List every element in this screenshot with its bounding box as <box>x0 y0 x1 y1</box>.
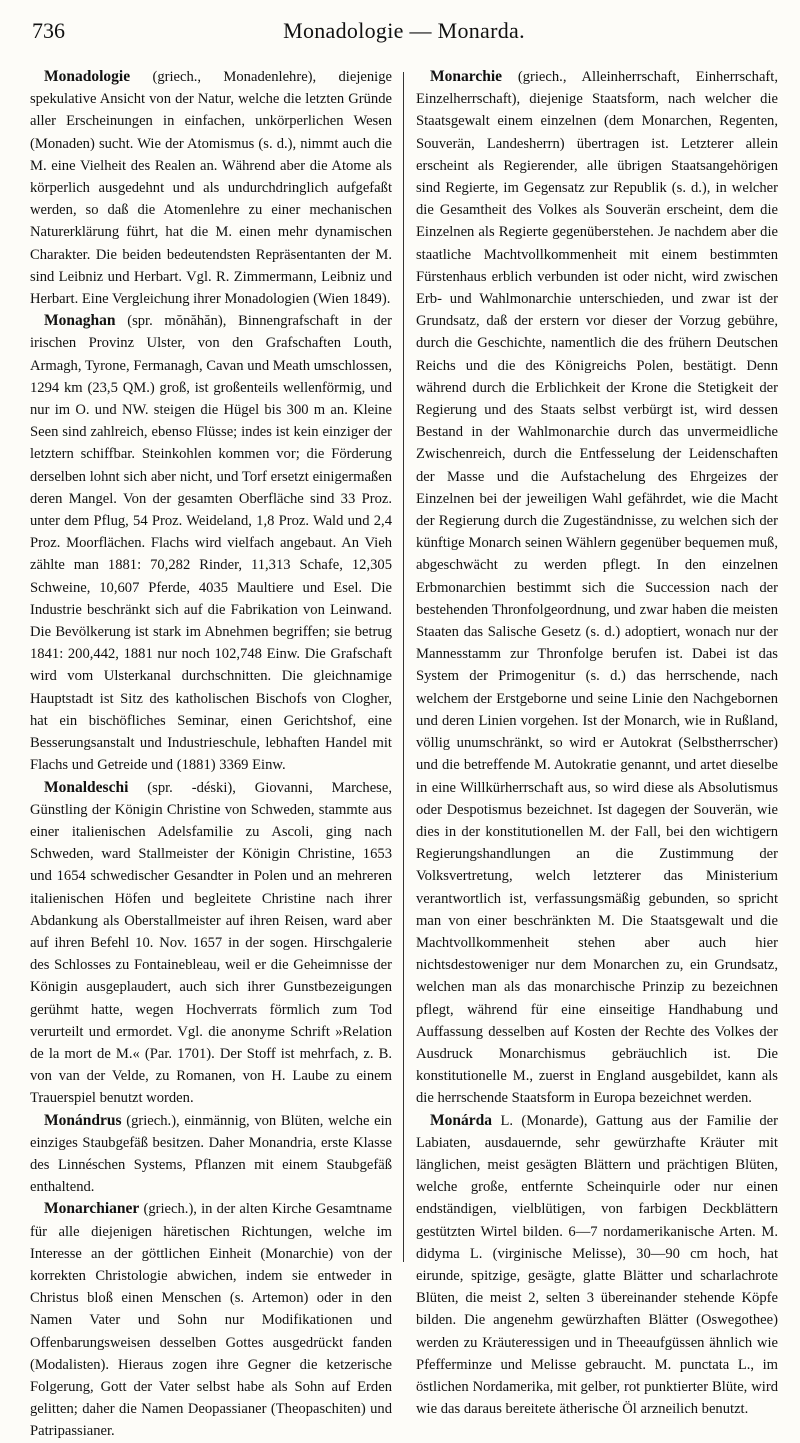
entry-headword: Monaldeschi <box>44 778 129 796</box>
dictionary-page <box>28 0 788 1440</box>
entry-monarchianer <box>30 1198 392 1442</box>
entry-headword: Monaghan <box>44 312 116 330</box>
entry-text: (spr. mŏnăhăn), Binnengrafschaft in der irischen Provinz Ulster, von den Grafschaften Louth, Armagh, Tyrone, Fermanagh, Cavan und Meath umschlossen, 1294 km (23,5 QM.) groß, ist großenteils wellenförmig, und nur im O. und NW. steigen die Hügel bis 300 m an. Kleine Seen sind zahlreich, ebenso Flüsse; indes ist kein einziger der letztern schiffbar. Steinkohlen kommen vor; die Förderung derselben lohnt sich aber nicht, und Torf ersetzt einigermaßen deren Mangel. Von der gesamten Oberfläche sind 33 Proz. unter dem Pflug, 54 Proz. Weideland, 1,8 Proz. Wald und 2,4 Proz. Moorflächen. Flachs wird vielfach angebaut. An Vieh zählte man 1881: 70,282 Rinder, 11,313 Schafe, 12,305 Schweine, 10,607 Pferde, 4035 Maultiere und Esel. Die Industrie beschränkt sich auf die Fabrikation von Leinwand. Die Bevölkerung ist stark im Abnehmen begriffen; sie betrug 1841: 200,442, 1881 nur noch 102,748 Einw. Die Grafschaft wird vom Ulsterkanal durchschnitten. Die gleichnamige Hauptstadt ist Sitz des katholischen Bischofs von Clogher, hat ein bischöfliches Seminar, einen Gerichtshof, eine Besserungsanstalt und Industrieschule, lebhaften Handel mit Flachs und Getreide und (1881) 3369 Einw. <box>30 313 392 774</box>
right-column <box>416 66 778 1420</box>
entry-text: (spr. -déski), Giovanni, Marchese, Günstling der Königin Christine von Schweden, stammte aus einer italienischen Adelsfamilie zu Ascoli, ging nach Schweden, ward Stallmeister der Königin Christine, 1653 und 1654 schwedischer Gesandter in Polen und an mehreren italienischen Höfen und begleitete Christine nach ihrer Abdankung als Oberstallmeister auf ihren Reisen, ward aber auf ihren Befehl 10. Nov. 1657 in der sogen. Hirschgalerie des Schlosses zu Fontainebleau, weil er die Geheimnisse der Königin ausgeplaudert, auch sich ihrer Gunstbezeigungen gerühmt hatte, wegen Hochverrats förmlich zum Tod verurteilt und ermordet. Vgl. die anonyme Schrift »Relation de la mort de M.« (Par. 1701). Der Stoff ist mehrfach, z. B. von van der Velde, zu Romanen, von H. Laube zu einem Trauerspiel benutzt worden. <box>30 779 392 1107</box>
entry-monarda <box>416 1110 778 1421</box>
entry-text: (griech.), in der alten Kirche Gesamtname für alle diejenigen häretischen Richtungen, welche im Interesse an der göttlichen Einheit (Monarchie) von der korrekten Christologie abwichen, indem sie entweder in Christus bloß einen Menschen (s. Artemon) oder in den Namen Vater und Sohn nur Modifikationen und Offenbarungsweisen desselben Gottes ausgedrückt fanden (Modalisten). Hieraus zogen ihre Gegner die ketzerische Folgerung, Gott der Vater selbst habe als Sohn auf Erden gelitten; daher die Namen Deopassianer (Theopaschiten) und Patripassianer. <box>30 1201 392 1440</box>
entry-text: (griech., Alleinherrschaft, Einherrschaft, Einzelherrschaft), diejenige Staatsform, nach welcher die Staatsgewalt einem einzelnen (dem Monarchen, Regenten, Souverän, Landesherrn) übertragen ist. Letzterer allein erscheint als Regierender, alle übrigen Staatsangehörigen sind Regierte, im Gegensatz zur Republik (s. d.), in welcher die Gesamtheit des Volkes als Souverän erscheint, dem die Einzelnen als Regierte gegenüberstehen. Je nachdem aber die staatliche Machtvollkommenheit mit einem bestimmten Fürstenhaus erblich verbunden ist oder nicht, wird zwischen Erb- und Wahlmonarchie unterschieden, und zwar ist der Grundsatz, daß der erstern vor dieser der Vorzug gebühre, durch die Geschichte, namentlich die des frühern Deutschen Reichs und die des Königreichs Polen, bestätigt. Denn während durch die Erblichkeit der Krone die Stetigkeit der Regierung und des Staats selbst verbürgt ist, wird dessen Bestand in der Wahlmonarchie durch das unvermeidliche Zwischenreich, durch die Entfesselung der Leidenschaften der Masse und die Aufstachelung des Ehrgeizes der Einzelnen bei der jeweiligen Wahl gefährdet, wie die Macht der Regierung durch die Zugeständnisse, zu welchen sich der künftige Monarch seinen Wählern gegenüber bequemen muß, abgeschwächt zu werden pflegt. In den einzelnen Erbmonarchien bestimmt sich die Succession nach der bestehenden Thronfolgeordnung, und zwar haben die meisten Staaten das Salische Gesetz (s. d.) adoptiert, wonach nur der Mannesstamm zur Thronfolge berufen ist. Dabei ist das System der Primogenitur (s. d.) das herrschende, nach welchem der Erstgeborne und seine Linie den Nachgebornen und deren Linien vorgehen. Ist der Monarch, wie in Rußland, völlig unumschränkt, so wird er Autokrat (Selbstherrscher) und die betreffende M. Autokratie genannt, und artet dieselbe in eine Willkürherrschaft aus, so wird diese als Absolutismus oder Despotismus bezeichnet. Ist dagegen der Souverän, wie dies in der konstitutionellen M. der Fall, bei den wichtigern Regierungshandlungen an die Zustimmung der Volksvertretung, welch letzterer das Ministerium verantwortlich ist, verfassungsmäßig gebunden, so spricht man von einer beschränkten M. Die Staatsgewalt und die Machtvollkommenheit stehen aber auch hier nichtsdestoweniger nur dem Monarchen zu, ein Grundsatz, welchen man als das monarchische Prinzip zu bezeichnen pflegt, während für eine einseitige Handhabung und Auffassung desselben auf Kosten der Rechte des Volkes der Ausdruck Monarchismus gebräuchlich ist. Die konstitutionelle M., zuerst in England ausgebildet, kann als die herrschende Staatsform in Europa bezeichnet werden. <box>416 69 778 1107</box>
entry-monarchie <box>416 66 778 1110</box>
left-column <box>30 66 392 1443</box>
entry-headword: Monarchianer <box>44 1200 140 1218</box>
entry-monandrus <box>30 1110 392 1199</box>
entry-headword: Monándrus <box>44 1111 122 1129</box>
entry-text: (griech., Monadenlehre), diejenige spekulative Ansicht von der Natur, welche die letzten Gründe aller Erscheinungen in einfachen, unkörperlichen Wesen (Monaden) sucht. Wie der Atomismus (s. d.), nimmt auch die M. eine Vielheit des Realen an. Während aber die Atome als körperlich ausgedehnt und als undurchdringlich aufgefaßt werden, so daß die Atomenlehre zu einer mechanischen Naturerklärung führt, hat die M. einen mehr dynamischen Charakter. Die beiden bedeutendsten Repräsentanten der M. sind Leibniz und Herbart. Vgl. R. Zimmermann, Leibniz und Herbart. Eine Vergleichung ihrer Monadologien (Wien 1849). <box>30 69 392 308</box>
entry-monaldeschi <box>30 777 392 1110</box>
column-divider <box>403 72 404 1262</box>
entry-monaghan <box>30 310 392 776</box>
entry-text: L. (Monarde), Gattung aus der Familie der Labiaten, ausdauernde, sehr gewürzhafte Kräuter mit länglichen, meist gesägten Blättern und prächtigen Blüten, welche große, entfernte Scheinquirle oder nur einen endständigen, vielblütigen, von farbigen Deckblättern gestützten Wirtel bilden. 6—7 nordamerikanische Arten. M. didyma L. (virginische Melisse), 30—90 cm hoch, hat eirunde, spitzige, gesägte, glatte Blätter und scharlachrote Blüten, die meist 2, selten 3 übereinander stehende Köpfe bilden. Die angenehm gewürzhaften Blätter (Oswegothee) werden zu Kräuteressigen und in Theeaufgüssen ähnlich wie Pfefferminze und Melisse gebraucht. M. punctata L., im östlichen Nordamerika, mit gelber, rot punktierter Blüte, wird wie das daraus bereitete ätherische Öl arzneilich benutzt. <box>416 1112 778 1418</box>
page-header <box>28 8 780 58</box>
page-number: 736 <box>32 18 65 43</box>
running-head: Monadologie — Monarda. <box>283 18 525 43</box>
entry-headword: Monárda <box>430 1111 492 1129</box>
entry-headword: Monarchie <box>430 68 503 85</box>
entry-text: (griech.), einmännig, von Blüten, welche ein einziges Staubgefäß besitzen. Daher Monandria, erste Klasse des Linnéschen Systems, Pflanzen mit einem Staubgefäß enthaltend. <box>30 1112 392 1196</box>
entry-headword: Monadologie <box>44 68 131 85</box>
entry-monadologie <box>30 66 392 310</box>
